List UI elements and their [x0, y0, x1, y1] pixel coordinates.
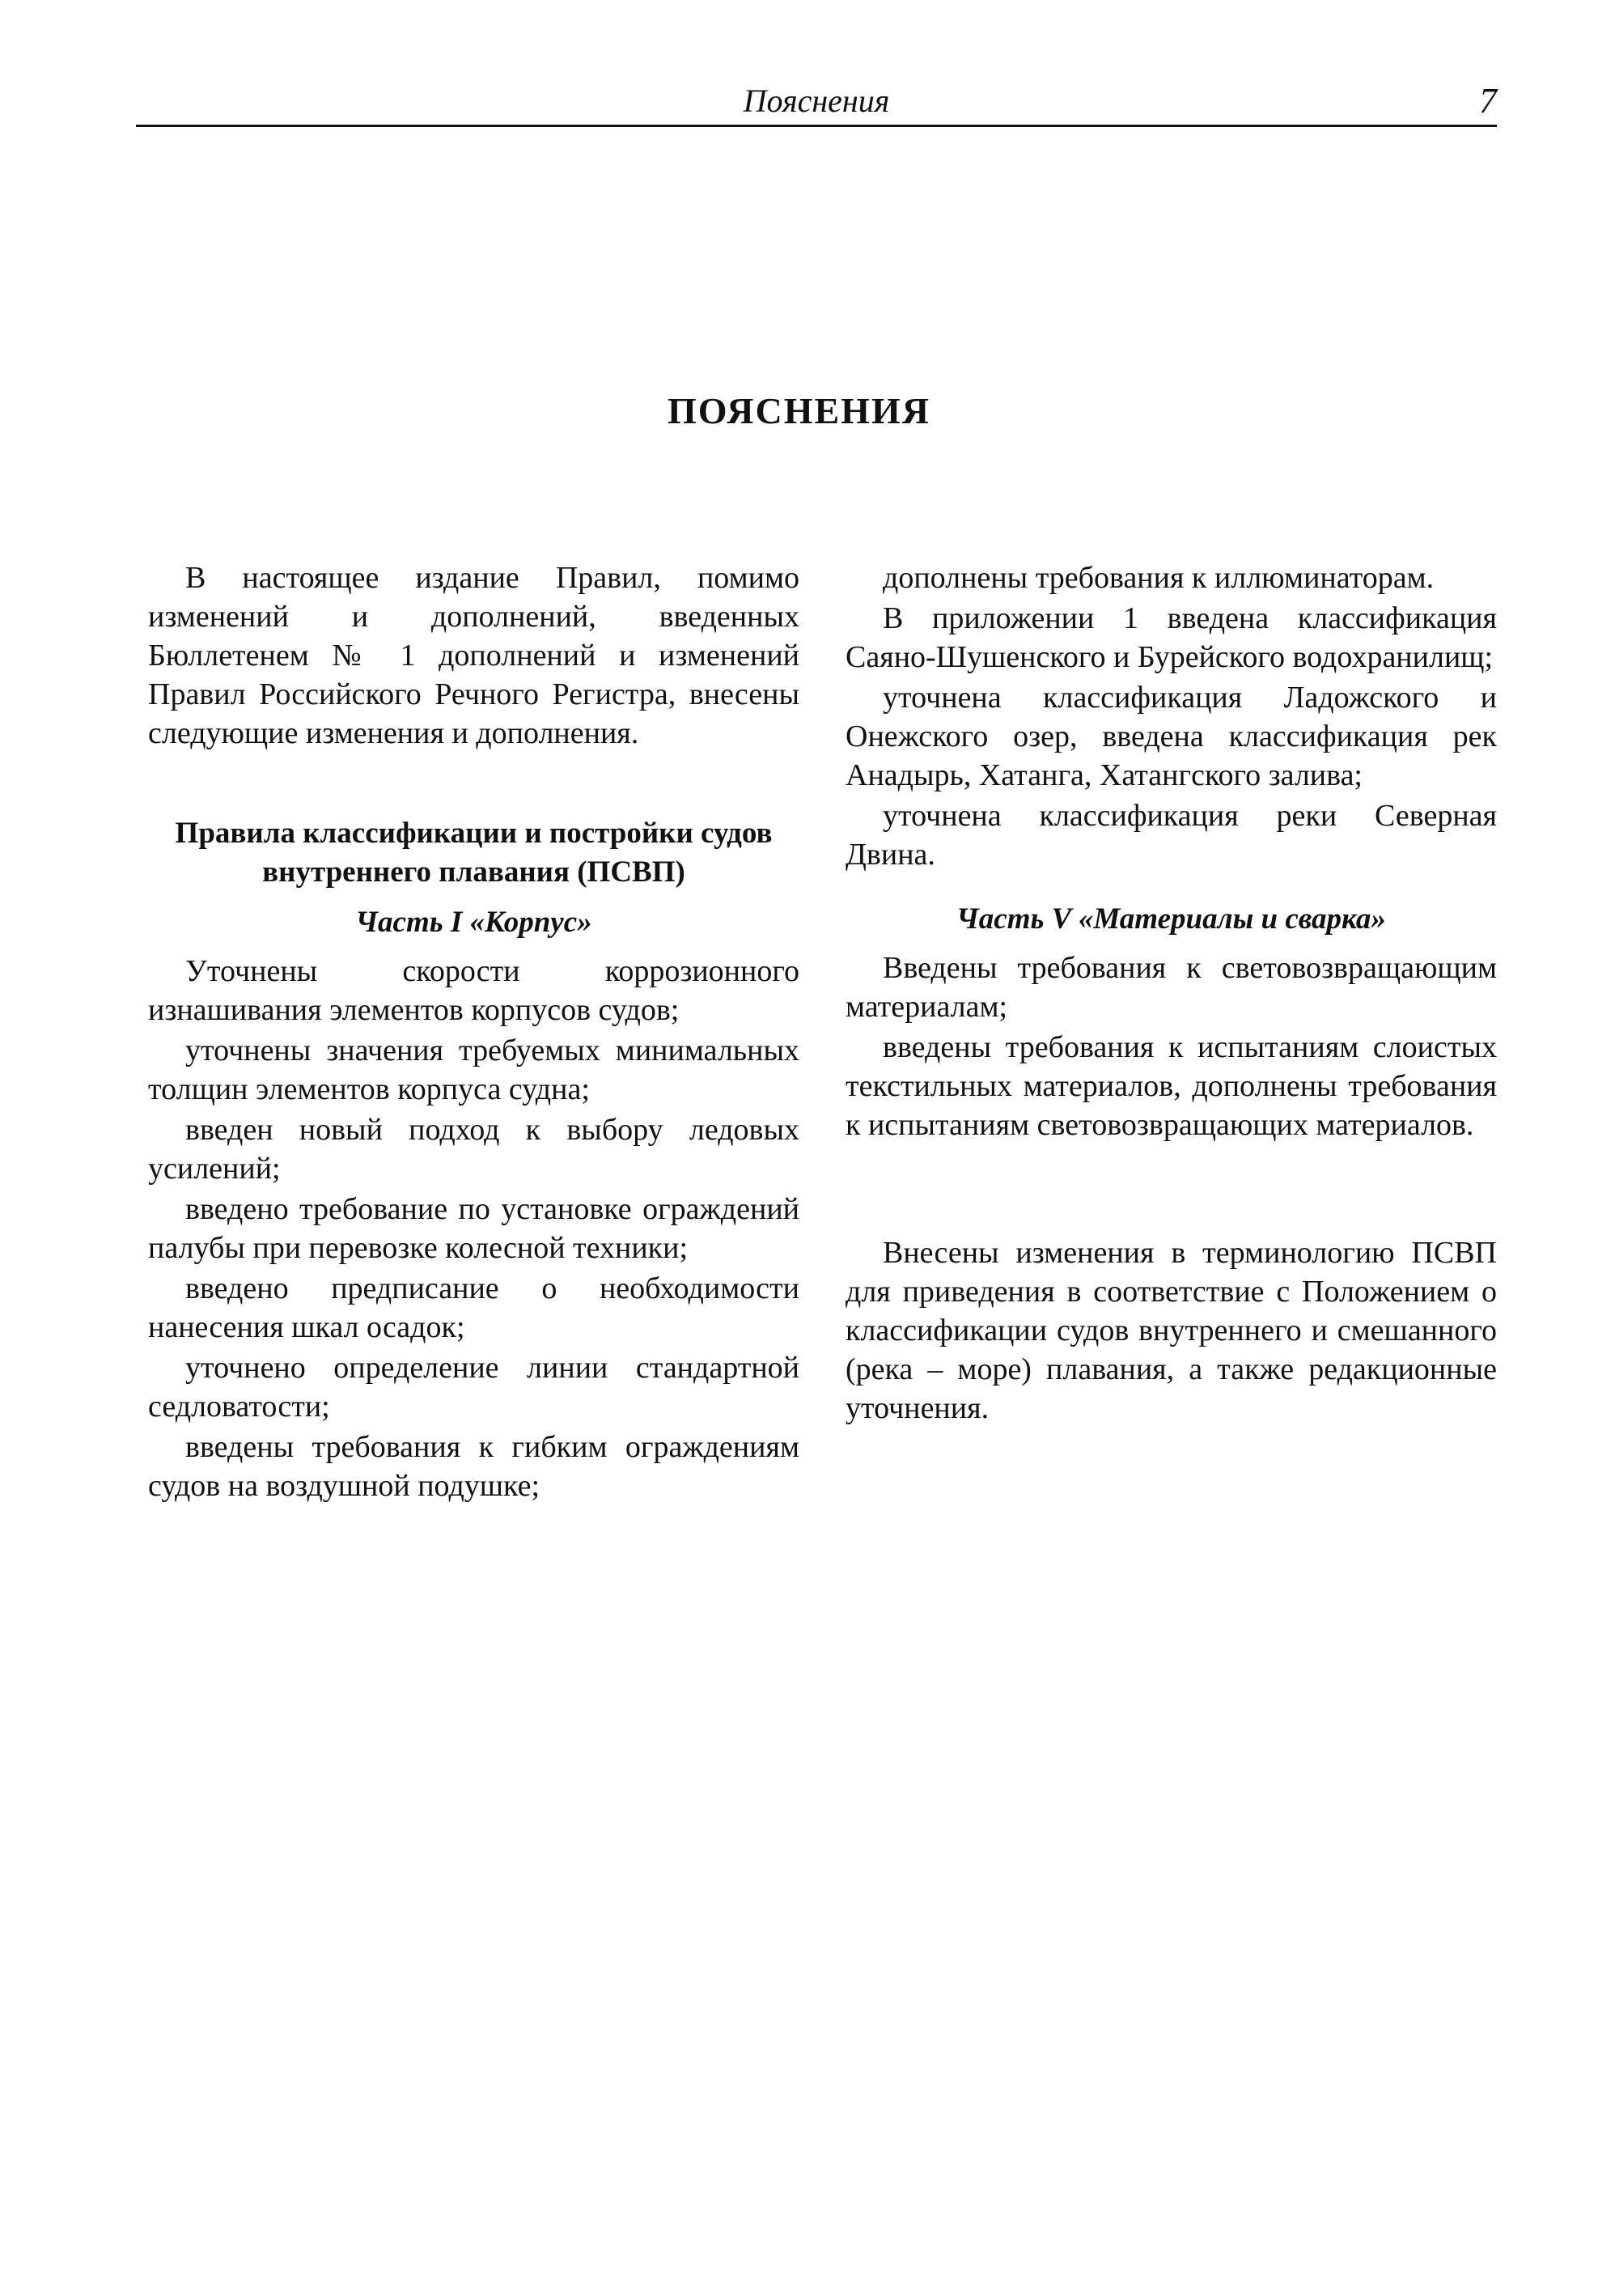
list-item: введено предписание о необходимости нанесения шкал осадок; — [148, 1271, 799, 1344]
list-item: введен новый подход к выбору ледовых усилений; — [148, 1113, 799, 1186]
list-item: уточнена классификация Ладожского и Онежского озер, введена классификация рек Анадырь, Хатанга, Хатангского залива; — [846, 681, 1497, 792]
running-title: Пояснения — [743, 83, 890, 119]
left-column — [148, 558, 799, 1507]
running-header — [136, 78, 1497, 127]
list-item: уточнено определение линии стандартной седловатости; — [148, 1351, 799, 1424]
list-item: уточнена классификация реки Северная Двина. — [846, 799, 1497, 872]
page-number: 7 — [1479, 81, 1497, 121]
list-item: Введены требования к световозвращающим материалам; — [846, 951, 1497, 1024]
closing-paragraph: Внесены изменения в терминологию ПСВП для приведения в соответствие с Положением о классификации судов внутреннего и смешанного (река – море) плавания, а также редакционные уточнения. — [846, 1236, 1497, 1425]
list-item: В приложении 1 введена классификация Саяно-Шушенского и Бурейского водохранилищ; — [846, 601, 1497, 674]
part-1-heading: Часть I «Корпус» — [355, 906, 592, 939]
right-column — [846, 558, 1497, 1429]
list-item: введено требование по установке ограждений палубы при перевозке колесной техники; — [148, 1192, 799, 1265]
list-item: Уточнены скорости коррозионного изнашивания элементов корпусов судов; — [148, 954, 799, 1027]
intro-paragraph: В настоящее издание Правил, помимо изменений и дополнений, введенных Бюллетенем № 1 дополнений и изменений Правил Российского Речного Регистра, внесены следующие изменения и дополнения. — [148, 561, 799, 750]
list-item: введены требования к гибким ограждениям судов на воздушной подушке; — [148, 1430, 799, 1503]
page-title: ПОЯСНЕНИЯ — [668, 390, 930, 431]
section-heading: Правила классификации и постройки судов внутреннего плавания (ПСВП) — [175, 817, 773, 889]
list-item: дополнены требования к иллюминаторам. — [883, 561, 1435, 595]
part-5-heading: Часть V «Материалы и сварка» — [956, 902, 1386, 936]
list-item: уточнены значения требуемых минимальных толщин элементов корпуса судна; — [148, 1033, 799, 1106]
list-item: введены требования к испытаниям слоистых текстильных материалов, дополнены требования к испытаниям световозвращающих материалов. — [846, 1030, 1497, 1142]
